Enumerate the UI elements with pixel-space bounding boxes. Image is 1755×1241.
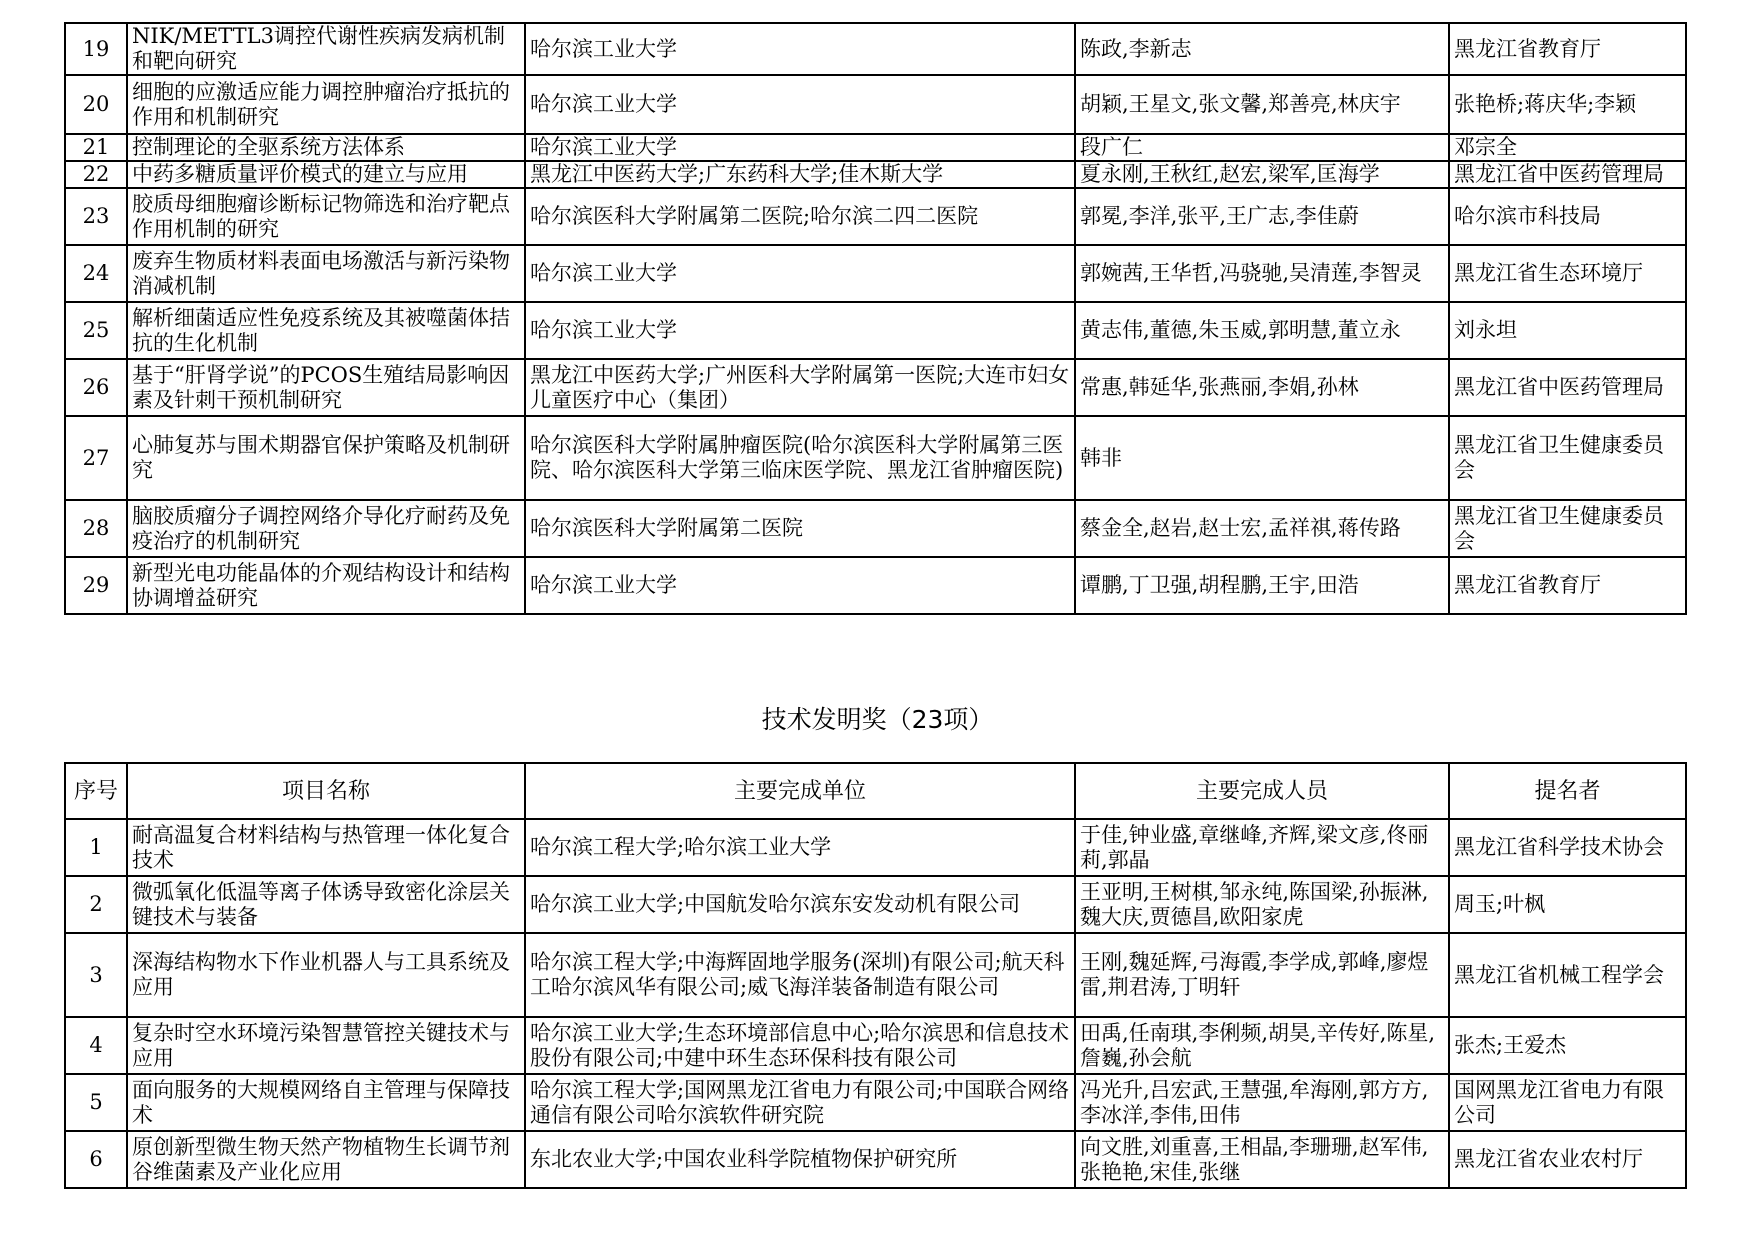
project-name: 基于“肝肾学说”的PCOS生殖结局影响因素及针刺干预机制研究 (127, 359, 525, 416)
row-number: 6 (65, 1131, 127, 1188)
section-title: 技术发明奖（23项） (761, 705, 994, 734)
completing-unit: 哈尔滨工业大学 (525, 245, 1075, 302)
completing-people: 田禹,任南琪,李俐频,胡昊,辛传好,陈星,詹巍,孙会航 (1075, 1017, 1449, 1074)
row-number: 19 (65, 23, 127, 75)
completing-unit: 哈尔滨工业大学 (525, 23, 1075, 75)
completing-unit: 哈尔滨工程大学;中海辉固地学服务(深圳)有限公司;航天科工哈尔滨风华有限公司;威飞海洋装备制造有限公司 (525, 933, 1075, 1017)
table-row (65, 134, 1686, 161)
table-header-row (65, 763, 1686, 819)
project-name: 胶质母细胞瘤诊断标记物筛选和治疗靶点作用机制的研究 (127, 188, 525, 245)
row-number: 2 (65, 876, 127, 933)
project-name: 中药多糖质量评价模式的建立与应用 (127, 161, 525, 188)
completing-unit: 哈尔滨工业大学 (525, 557, 1075, 614)
row-number: 3 (65, 933, 127, 1017)
table-row (65, 1074, 1686, 1131)
completing-unit: 黑龙江中医药大学;广州医科大学附属第一医院;大连市妇女儿童医疗中心（集团） (525, 359, 1075, 416)
completing-people: 冯光升,吕宏武,王慧强,牟海刚,郭方方,李冰洋,李伟,田伟 (1075, 1074, 1449, 1131)
completing-unit: 东北农业大学;中国农业科学院植物保护研究所 (525, 1131, 1075, 1188)
completing-people: 夏永刚,王秋红,赵宏,梁军,匡海学 (1075, 161, 1449, 188)
project-name: 面向服务的大规模网络自主管理与保障技术 (127, 1074, 525, 1131)
row-number: 20 (65, 75, 127, 134)
completing-unit: 哈尔滨工业大学;中国航发哈尔滨东安发动机有限公司 (525, 876, 1075, 933)
project-name: 心肺复苏与围术期器官保护策略及机制研究 (127, 416, 525, 500)
nominator: 黑龙江省农业农村厅 (1449, 1131, 1686, 1188)
project-name: 耐高温复合材料结构与热管理一体化复合技术 (127, 819, 525, 876)
completing-unit: 哈尔滨医科大学附属第二医院 (525, 500, 1075, 557)
header-completing-unit: 主要完成单位 (525, 763, 1075, 819)
technical-invention-award-table (64, 762, 1687, 1189)
table-row (65, 245, 1686, 302)
nominator: 黑龙江省机械工程学会 (1449, 933, 1686, 1017)
nominator: 哈尔滨市科技局 (1449, 188, 1686, 245)
table-row (65, 188, 1686, 245)
table-row (65, 1017, 1686, 1074)
row-number: 27 (65, 416, 127, 500)
nominator: 张杰;王爱杰 (1449, 1017, 1686, 1074)
completing-unit: 黑龙江中医药大学;广东药科大学;佳木斯大学 (525, 161, 1075, 188)
table-row (65, 819, 1686, 876)
completing-people: 郭婉茜,王华哲,冯骁驰,吴清莲,李智灵 (1075, 245, 1449, 302)
nominator: 黑龙江省教育厅 (1449, 557, 1686, 614)
nominator: 邓宗全 (1449, 134, 1686, 161)
row-number: 1 (65, 819, 127, 876)
row-number: 24 (65, 245, 127, 302)
completing-people: 向文胜,刘重喜,王相晶,李珊珊,赵军伟,张艳艳,宋佳,张继 (1075, 1131, 1449, 1188)
nominator: 黑龙江省中医药管理局 (1449, 359, 1686, 416)
table-row (65, 416, 1686, 500)
header-completing-people: 主要完成人员 (1075, 763, 1449, 819)
header-number: 序号 (65, 763, 127, 819)
completing-people: 郭冕,李洋,张平,王广志,李佳蔚 (1075, 188, 1449, 245)
completing-people: 韩非 (1075, 416, 1449, 500)
row-number: 25 (65, 302, 127, 359)
project-name: 解析细菌适应性免疫系统及其被噬菌体拮抗的生化机制 (127, 302, 525, 359)
row-number: 28 (65, 500, 127, 557)
nominator: 黑龙江省科学技术协会 (1449, 819, 1686, 876)
completing-people: 胡颖,王星文,张文馨,郑善亮,林庆宇 (1075, 75, 1449, 134)
table-row (65, 876, 1686, 933)
completing-people: 蔡金全,赵岩,赵士宏,孟祥祺,蒋传路 (1075, 500, 1449, 557)
awards-table-continued (64, 22, 1687, 615)
project-name: 脑胶质瘤分子调控网络介导化疗耐药及免疫治疗的机制研究 (127, 500, 525, 557)
row-number: 4 (65, 1017, 127, 1074)
row-number: 29 (65, 557, 127, 614)
project-name: 复杂时空水环境污染智慧管控关键技术与应用 (127, 1017, 525, 1074)
nominator: 张艳桥;蒋庆华;李颖 (1449, 75, 1686, 134)
project-name: 原创新型微生物天然产物植物生长调节剂谷维菌素及产业化应用 (127, 1131, 525, 1188)
completing-people: 黄志伟,董德,朱玉威,郭明慧,董立永 (1075, 302, 1449, 359)
completing-people: 王亚明,王树棋,邹永纯,陈国梁,孙振淋,魏大庆,贾德昌,欧阳家虎 (1075, 876, 1449, 933)
row-number: 22 (65, 161, 127, 188)
table-row (65, 500, 1686, 557)
table-row (65, 359, 1686, 416)
completing-unit: 哈尔滨工业大学 (525, 302, 1075, 359)
project-name: 深海结构物水下作业机器人与工具系统及应用 (127, 933, 525, 1017)
table-row (65, 302, 1686, 359)
project-name: 废弃生物质材料表面电场激活与新污染物消减机制 (127, 245, 525, 302)
table-row (65, 161, 1686, 188)
table-row (65, 933, 1686, 1017)
completing-people: 常惠,韩延华,张燕丽,李娟,孙林 (1075, 359, 1449, 416)
completing-people: 陈政,李新志 (1075, 23, 1449, 75)
nominator: 黑龙江省卫生健康委员会 (1449, 416, 1686, 500)
nominator: 黑龙江省中医药管理局 (1449, 161, 1686, 188)
nominator: 周玉;叶枫 (1449, 876, 1686, 933)
table-row (65, 23, 1686, 75)
completing-unit: 哈尔滨医科大学附属第二医院;哈尔滨二四二医院 (525, 188, 1075, 245)
nominator: 黑龙江省卫生健康委员会 (1449, 500, 1686, 557)
completing-people: 谭鹏,丁卫强,胡程鹏,王宇,田浩 (1075, 557, 1449, 614)
completing-unit: 哈尔滨工业大学;生态环境部信息中心;哈尔滨思和信息技术股份有限公司;中建中环生态环保科技有限公司 (525, 1017, 1075, 1074)
row-number: 21 (65, 134, 127, 161)
completing-people: 于佳,钟业盛,章继峰,齐辉,梁文彦,佟丽莉,郭晶 (1075, 819, 1449, 876)
project-name: 新型光电功能晶体的介观结构设计和结构协调增益研究 (127, 557, 525, 614)
completing-people: 段广仁 (1075, 134, 1449, 161)
nominator: 国网黑龙江省电力有限公司 (1449, 1074, 1686, 1131)
completing-unit: 哈尔滨工业大学 (525, 75, 1075, 134)
completing-unit: 哈尔滨工程大学;哈尔滨工业大学 (525, 819, 1075, 876)
table-row (65, 557, 1686, 614)
row-number: 5 (65, 1074, 127, 1131)
nominator: 黑龙江省生态环境厅 (1449, 245, 1686, 302)
header-nominator: 提名者 (1449, 763, 1686, 819)
nominator: 刘永坦 (1449, 302, 1686, 359)
row-number: 26 (65, 359, 127, 416)
project-name: 细胞的应激适应能力调控肿瘤治疗抵抗的作用和机制研究 (127, 75, 525, 134)
completing-people: 王刚,魏延辉,弓海霞,李学成,郭峰,廖煜雷,荆君涛,丁明轩 (1075, 933, 1449, 1017)
row-number: 23 (65, 188, 127, 245)
project-name: 控制理论的全驱系统方法体系 (127, 134, 525, 161)
project-name: NIK/METTL3调控代谢性疾病发病机制和靶向研究 (127, 23, 525, 75)
nominator: 黑龙江省教育厅 (1449, 23, 1686, 75)
completing-unit: 哈尔滨工业大学 (525, 134, 1075, 161)
table-row (65, 1131, 1686, 1188)
table-row (65, 75, 1686, 134)
header-project-name: 项目名称 (127, 763, 525, 819)
project-name: 微弧氧化低温等离子体诱导致密化涂层关键技术与装备 (127, 876, 525, 933)
completing-unit: 哈尔滨工程大学;国网黑龙江省电力有限公司;中国联合网络通信有限公司哈尔滨软件研究院 (525, 1074, 1075, 1131)
completing-unit: 哈尔滨医科大学附属肿瘤医院(哈尔滨医科大学附属第三医院、哈尔滨医科大学第三临床医学院、黑龙江省肿瘤医院) (525, 416, 1075, 500)
